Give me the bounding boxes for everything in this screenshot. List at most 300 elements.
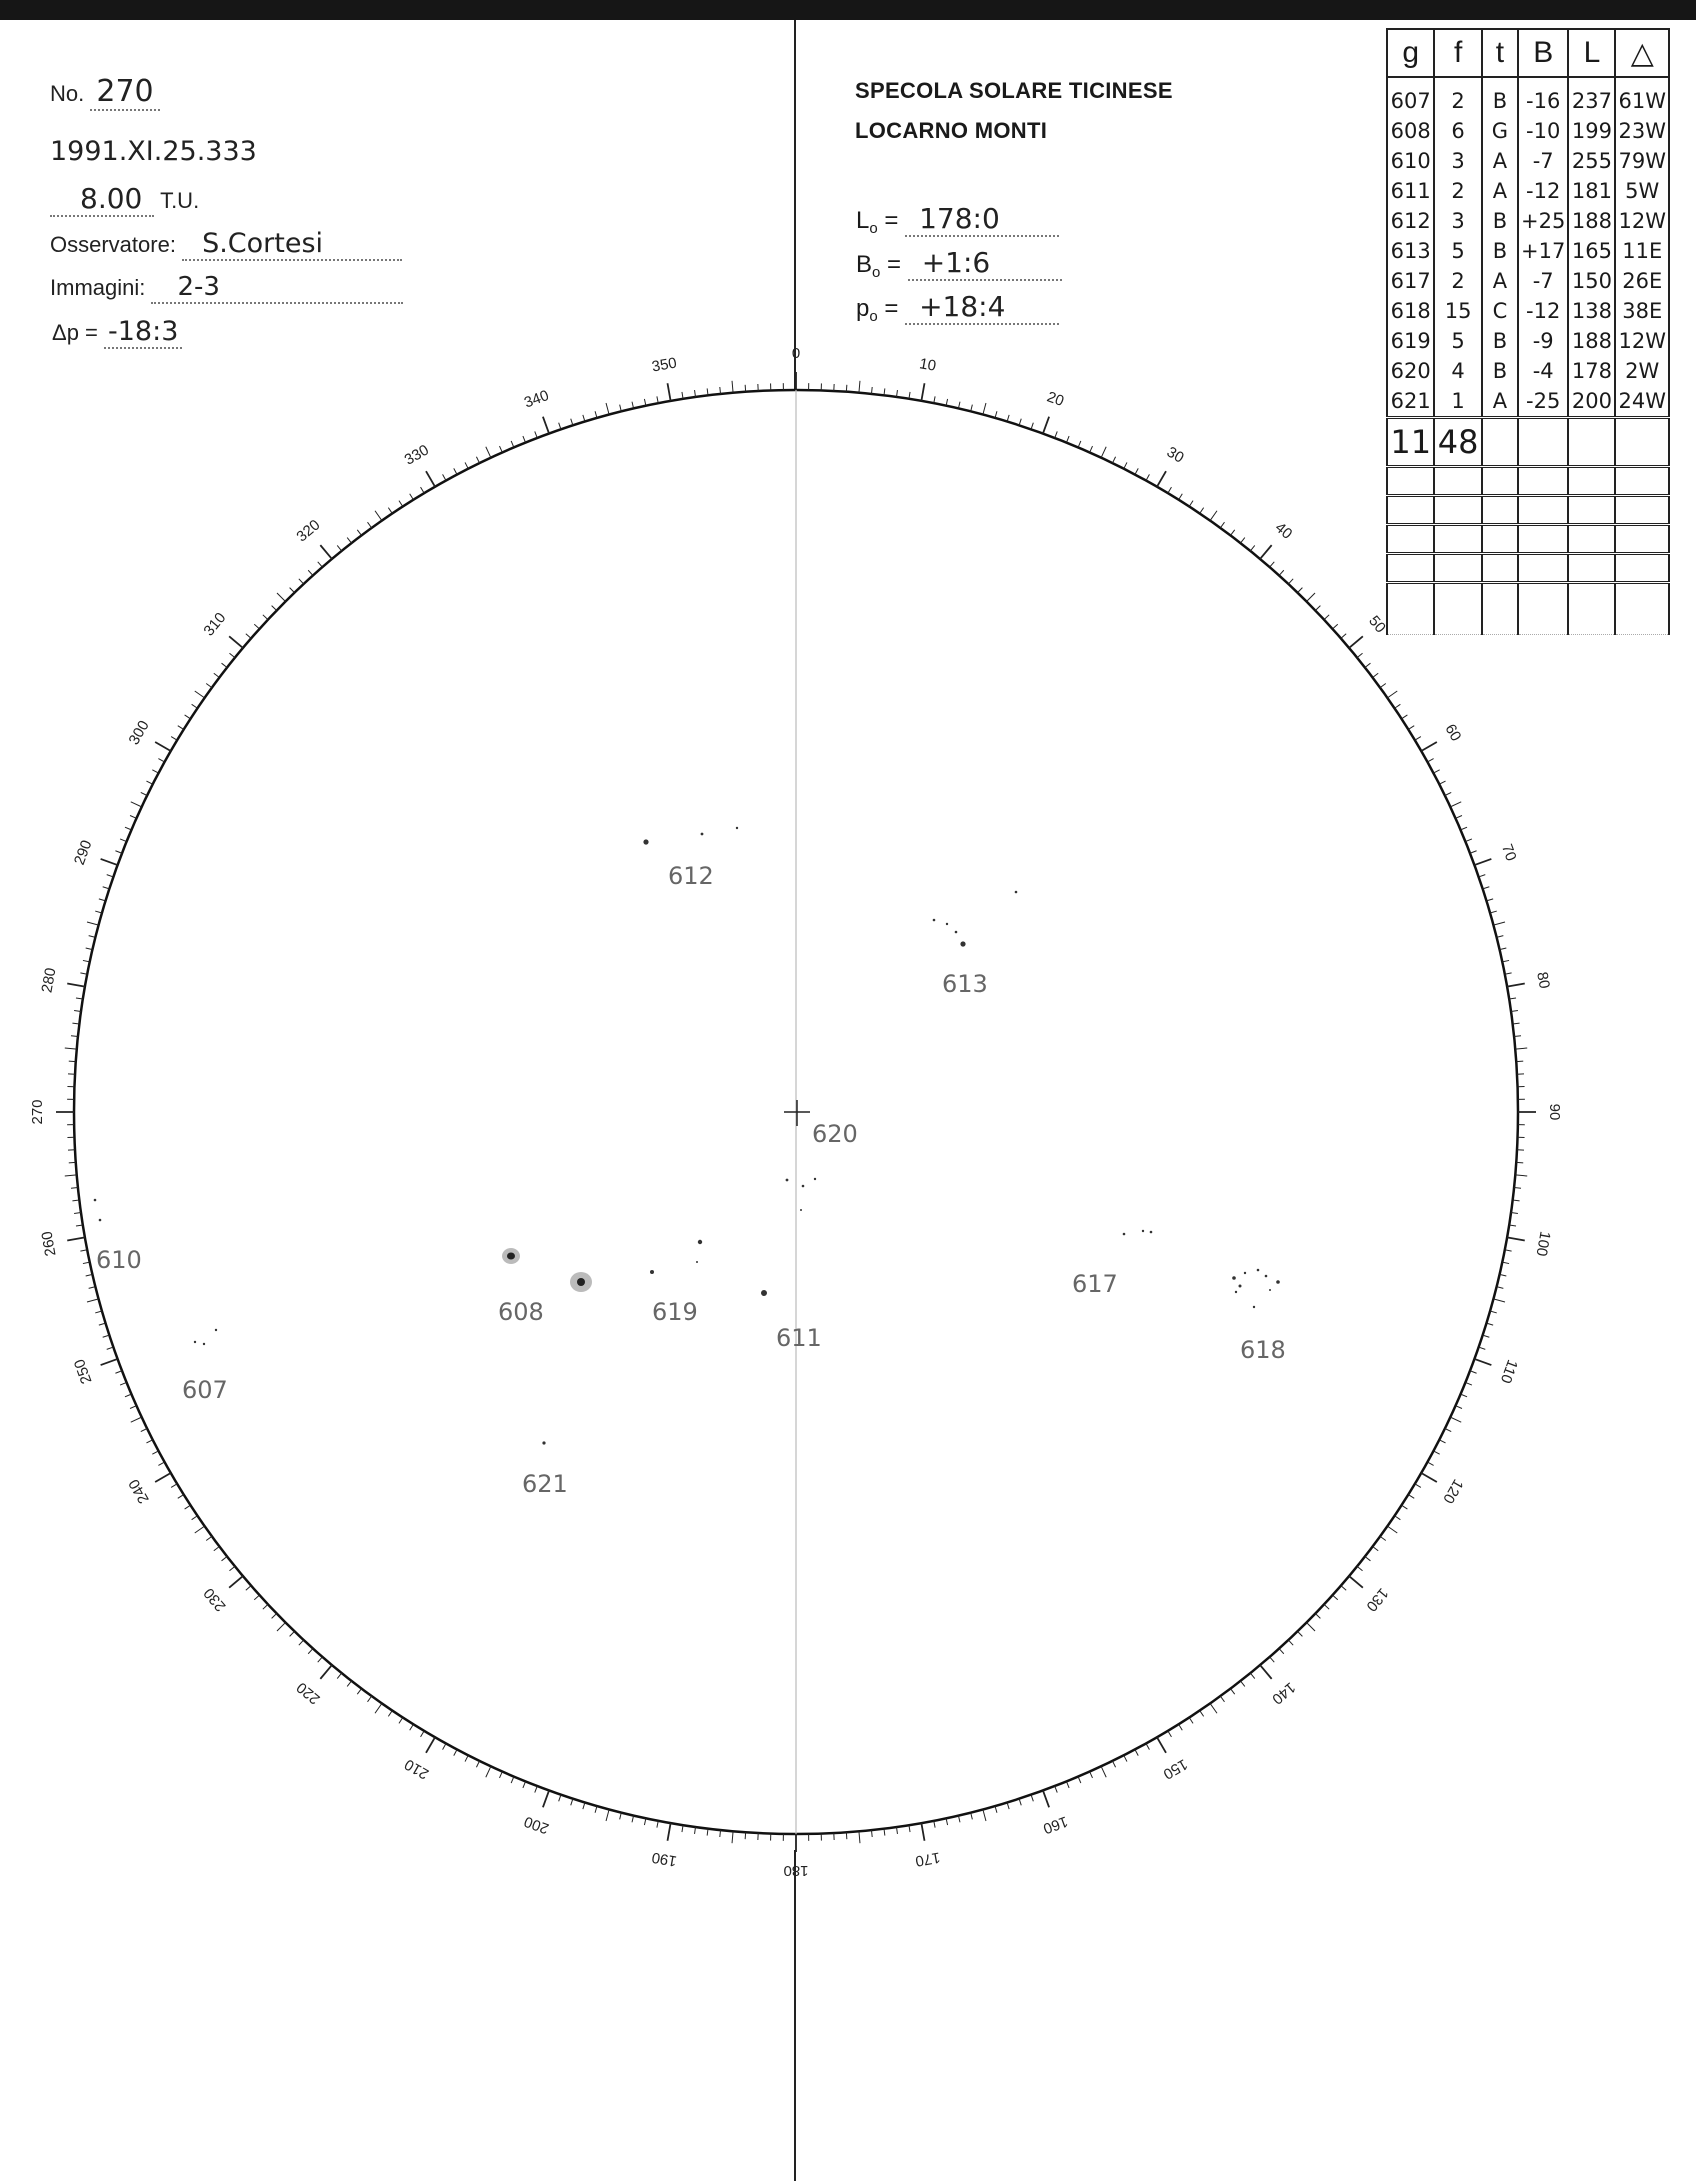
scale-tick (99, 899, 106, 901)
group-number: 608 (1387, 116, 1434, 146)
scale-tick (115, 851, 122, 854)
scale-tick (146, 1440, 152, 1443)
scale-label: 70 (1497, 841, 1520, 864)
scale-tick (158, 759, 164, 762)
scale-tick (1324, 615, 1329, 620)
scale-tick (523, 436, 526, 442)
scale-label: 110 (1496, 1357, 1521, 1386)
scale-tick (465, 1755, 468, 1761)
scale-tick (1090, 446, 1093, 452)
scale-tick (308, 570, 313, 575)
group-latitude: -9 (1518, 326, 1568, 356)
spot-count: 4 (1434, 356, 1481, 386)
scale-tick (946, 1818, 947, 1825)
scale-label: 0 (791, 344, 801, 362)
scale-tick (1402, 715, 1408, 719)
group-longitude: 199 (1568, 116, 1615, 146)
scale-tick (318, 1657, 323, 1662)
scale-tick (192, 704, 198, 708)
b0-value: +1:6 (908, 246, 1062, 281)
group-longitude: 188 (1568, 326, 1615, 356)
scale-tick (318, 562, 323, 567)
scale-tick (1298, 1631, 1303, 1636)
scale-tick (421, 1731, 425, 1737)
group-type: A (1482, 386, 1518, 418)
group-longitude: 181 (1568, 176, 1615, 206)
group-latitude: -7 (1518, 146, 1568, 176)
scale-tick (1101, 1766, 1106, 1777)
scale-tick (229, 1566, 234, 1570)
scale-tick (1450, 802, 1461, 807)
scale-tick (559, 1795, 561, 1802)
scale-tick (1066, 436, 1069, 442)
scale-tick (1445, 1429, 1451, 1432)
p0-row: $p_o$ = +18:4 (856, 290, 1059, 325)
scale-tick (1124, 1755, 1127, 1761)
scale-tick (1439, 1440, 1445, 1443)
scale-tick (410, 494, 414, 500)
scale-tick (486, 1766, 491, 1777)
scale-tick (107, 1347, 114, 1349)
scale-tick (1445, 792, 1451, 795)
scale-tick (158, 1462, 164, 1465)
scale-tick (535, 431, 538, 438)
scale-tick (254, 624, 259, 629)
scale-tick (1270, 562, 1275, 567)
sunspot-group-611 (761, 1290, 767, 1296)
scale-tick (668, 383, 671, 401)
spot-count: 1 (1434, 386, 1481, 418)
scale-label: 320 (293, 516, 324, 546)
scale-tick (1189, 501, 1193, 507)
group-label-613: 613 (942, 970, 988, 998)
scale-tick (1357, 653, 1362, 657)
scale-tick (559, 423, 561, 430)
group-latitude: -4 (1518, 356, 1568, 386)
scale-tick (1373, 673, 1379, 677)
scale-label: 170 (913, 1848, 942, 1870)
scale-tick (1220, 1696, 1224, 1702)
scale-tick (410, 1724, 414, 1730)
scale-tick (1479, 875, 1486, 877)
scale-tick (101, 859, 118, 865)
scale-tick (1270, 1657, 1275, 1662)
group-cmd: 79W (1615, 146, 1669, 176)
group-longitude: 237 (1568, 77, 1615, 116)
group-type: B (1482, 356, 1518, 386)
scale-label: 10 (918, 355, 938, 375)
scale-tick (1101, 447, 1106, 458)
scale-tick (65, 1175, 77, 1176)
scale-tick (1260, 1665, 1272, 1679)
group-latitude: -7 (1518, 266, 1568, 296)
header-g: g (1387, 29, 1434, 77)
l0-row: $L_o$ = 178:0 (856, 202, 1059, 237)
scale-tick (1315, 606, 1320, 611)
scale-tick (454, 1749, 457, 1755)
spot-count: 15 (1434, 296, 1481, 326)
scale-tick (644, 1818, 645, 1825)
scale-tick (1341, 1586, 1346, 1591)
scale-tick (1019, 419, 1021, 426)
scale-label: 260 (38, 1229, 60, 1258)
scale-tick (443, 474, 446, 480)
scale-tick (1288, 1640, 1293, 1645)
scale-tick (476, 457, 479, 463)
scale-tick (443, 1743, 446, 1749)
group-label-607: 607 (182, 1376, 228, 1404)
scale-tick (222, 663, 228, 667)
group-longitude: 165 (1568, 236, 1615, 266)
group-type: A (1482, 146, 1518, 176)
scale-tick (1168, 1731, 1172, 1737)
scale-tick (320, 545, 332, 559)
scale-tick (1241, 538, 1245, 544)
scale-tick (983, 1809, 986, 1821)
scale-tick (1349, 636, 1363, 648)
time-value: 8.00 (50, 182, 154, 217)
scale-tick (1373, 1547, 1379, 1551)
scale-tick (1387, 1526, 1397, 1533)
scale-tick (1341, 634, 1346, 639)
group-type: B (1482, 206, 1518, 236)
scale-label: 40 (1271, 519, 1296, 543)
scale-tick (1387, 691, 1397, 698)
scale-tick (1427, 759, 1433, 762)
group-latitude: -25 (1518, 386, 1568, 418)
scale-tick (195, 691, 205, 698)
scale-tick (1333, 624, 1338, 629)
scale-tick (1279, 1649, 1284, 1654)
scale-tick (246, 634, 251, 639)
scale-tick (1408, 1495, 1414, 1499)
scale-tick (1231, 1689, 1235, 1695)
scale-tick (1231, 530, 1235, 536)
sunspot-group-610 (94, 1199, 102, 1222)
scale-tick (499, 1772, 502, 1778)
scale-tick (337, 545, 341, 550)
spot-count: 3 (1434, 206, 1481, 236)
spot-count: 2 (1434, 266, 1481, 296)
l0-subscript: o (869, 220, 878, 237)
scale-tick (87, 922, 99, 925)
scale-tick (337, 1673, 341, 1678)
scale-tick (83, 960, 90, 961)
scale-label: 200 (521, 1812, 552, 1838)
group-number: 607 (1387, 77, 1434, 116)
scale-tick (308, 1649, 313, 1654)
scale-tick (87, 1299, 99, 1302)
scale-tick (152, 1451, 158, 1454)
scale-tick (523, 1781, 526, 1787)
scale-tick (1007, 415, 1009, 422)
scale-tick (1113, 457, 1116, 463)
scale-tick (192, 1516, 198, 1520)
scale-tick (1043, 417, 1049, 434)
scale-tick (1493, 922, 1505, 925)
scale-tick (1288, 579, 1293, 584)
group-type: B (1482, 77, 1518, 116)
spot-count: 5 (1434, 236, 1481, 266)
group-label-621: 621 (522, 1470, 568, 1498)
observation-date: 1991.XI.25.333 (50, 136, 257, 167)
sunspot-group-620 (786, 1178, 817, 1211)
scale-tick (125, 1394, 131, 1397)
scale-tick (511, 441, 514, 447)
scale-tick (1415, 1484, 1421, 1488)
scale-tick (131, 802, 142, 807)
scale-tick (155, 1473, 171, 1482)
scale-tick (571, 1799, 573, 1806)
scale-tick (388, 508, 392, 514)
observer-value: S.Cortesi (182, 228, 402, 261)
header-delta: △ (1615, 29, 1669, 77)
scale-tick (1421, 1473, 1437, 1482)
scale-tick (1349, 1576, 1363, 1588)
scale-tick (1241, 1681, 1245, 1687)
group-number: 618 (1387, 296, 1434, 326)
scale-tick (214, 673, 220, 677)
scale-tick (290, 588, 295, 593)
scale-tick (195, 1526, 205, 1533)
group-cmd: 61W (1615, 77, 1669, 116)
sunspots (94, 827, 1280, 1445)
scale-tick (1260, 545, 1272, 559)
scale-tick (1179, 1724, 1183, 1730)
group-longitude: 255 (1568, 146, 1615, 176)
images-label: Immagini: (50, 275, 146, 300)
scale-tick (1157, 1737, 1166, 1753)
group-type: C (1482, 296, 1518, 326)
sunspot-group-612 (643, 827, 738, 845)
scale-tick (214, 1547, 220, 1551)
scale-label: 330 (401, 441, 432, 469)
group-longitude: 200 (1568, 386, 1615, 418)
scale-tick (178, 726, 184, 730)
scale-tick (859, 1831, 860, 1843)
scale-tick (1357, 1566, 1362, 1570)
group-label-611: 611 (776, 1324, 822, 1352)
scale-tick (101, 1359, 118, 1365)
scale-label: 340 (521, 386, 552, 412)
l0-value: 178:0 (905, 202, 1059, 237)
group-latitude: -10 (1518, 116, 1568, 146)
group-number: 621 (1387, 386, 1434, 418)
scale-tick (486, 447, 491, 458)
group-label-608: 608 (498, 1298, 544, 1326)
group-longitude: 150 (1568, 266, 1615, 296)
scale-tick (130, 1406, 136, 1409)
group-label-620: 620 (812, 1120, 858, 1148)
group-longitude: 188 (1568, 206, 1615, 236)
scale-tick (1200, 508, 1204, 514)
scale-tick (272, 1614, 277, 1619)
group-cmd: 38E (1615, 296, 1669, 326)
scale-tick (83, 1262, 90, 1263)
scale-tick (426, 1737, 435, 1753)
scale-tick (571, 419, 573, 426)
scale-tick (1055, 431, 1058, 438)
header-l: L (1568, 29, 1615, 77)
scale-tick (299, 1640, 304, 1645)
scale-tick (185, 1505, 191, 1509)
scale-tick (1146, 474, 1149, 480)
scale-tick (1298, 588, 1303, 593)
scale-label: 90 (1546, 1103, 1564, 1121)
scale-tick (1333, 1595, 1338, 1600)
group-latitude: -12 (1518, 176, 1568, 206)
sunspot-group-618 (1232, 1269, 1280, 1309)
scale-tick (1146, 1743, 1149, 1749)
scale-tick (290, 1631, 295, 1636)
b0-label: B (856, 251, 873, 278)
scale-label: 220 (293, 1678, 324, 1708)
scale-tick (146, 781, 152, 784)
scale-tick (1279, 570, 1284, 575)
scale-tick (465, 462, 468, 468)
scale-tick (130, 815, 136, 818)
scale-tick (141, 792, 147, 795)
scale-tick (1461, 1394, 1467, 1397)
scale-tick (185, 715, 191, 719)
scale-tick (511, 1777, 514, 1783)
scale-tick (399, 501, 403, 507)
scale-tick (1502, 1262, 1509, 1263)
group-latitude: +17 (1518, 236, 1568, 266)
scale-tick (103, 1335, 110, 1337)
scale-tick (535, 1786, 538, 1793)
scale-tick (229, 636, 243, 648)
scale-tick (1515, 1175, 1527, 1176)
scale-tick (1395, 1516, 1401, 1520)
scale-tick (103, 887, 110, 889)
scale-tick (606, 1809, 609, 1821)
group-type: B (1482, 236, 1518, 266)
header-f: f (1434, 29, 1481, 77)
scale-tick (277, 593, 285, 601)
scale-tick (246, 1586, 251, 1591)
images-value: 2-3 (151, 272, 403, 304)
scale-tick (99, 1323, 106, 1325)
spot-count: 6 (1434, 116, 1481, 146)
group-type: A (1482, 176, 1518, 206)
scale-tick (206, 684, 212, 688)
scale-tick (454, 468, 457, 474)
group-cmd: 23W (1615, 116, 1669, 146)
scale-tick (368, 1696, 372, 1702)
observatory-name: SPECOLA SOLARE TICINESE (855, 78, 1173, 103)
scale-label: 190 (650, 1848, 679, 1870)
scale-tick (1402, 1505, 1408, 1509)
scale-tick (421, 487, 425, 493)
scale-tick (1043, 1790, 1049, 1807)
group-latitude: -16 (1518, 77, 1568, 116)
p0-value: +18:4 (905, 290, 1059, 325)
b0-subscript: o (872, 264, 881, 281)
scale-tick (1456, 815, 1462, 818)
scale-label: 20 (1044, 388, 1067, 411)
scale-tick (1365, 663, 1371, 667)
scale-tick (583, 1802, 585, 1809)
scale-tick (1078, 441, 1081, 447)
p0-label: p (856, 295, 870, 322)
scale-label: 230 (200, 1584, 230, 1615)
header-b: B (1518, 29, 1568, 77)
spot-count: 2 (1434, 77, 1481, 116)
scale-label: 140 (1268, 1678, 1299, 1708)
group-label-619: 619 (652, 1298, 698, 1326)
scale-tick (263, 1604, 268, 1609)
sheet-number-value: 270 (90, 74, 159, 111)
scale-label: 250 (70, 1356, 96, 1387)
group-cmd: 2W (1615, 356, 1669, 386)
scale-tick (1507, 1237, 1525, 1240)
scale-tick (299, 579, 304, 584)
sunspot-group-617 (1123, 1230, 1153, 1235)
total-spots: 48 (1434, 418, 1481, 467)
scale-label: 270 (28, 1099, 46, 1125)
scale-tick (606, 403, 609, 415)
group-label-618: 618 (1240, 1336, 1286, 1364)
scale-tick (67, 1237, 85, 1240)
scale-tick (1421, 742, 1437, 751)
scale-tick (1031, 1795, 1033, 1802)
scale-tick (859, 381, 860, 393)
scale-tick (1474, 859, 1491, 865)
scale-tick (1157, 471, 1166, 487)
scale-label: 80 (1533, 970, 1553, 990)
group-type: A (1482, 266, 1518, 296)
scale-label: 310 (200, 609, 230, 640)
group-type: B (1482, 326, 1518, 356)
scale-tick (399, 1718, 403, 1724)
scale-label: 180 (783, 1862, 809, 1880)
scale-tick (107, 875, 114, 877)
group-type: G (1482, 116, 1518, 146)
scale-tick (155, 742, 171, 751)
scale-tick (1380, 684, 1386, 688)
scale-tick (347, 538, 351, 544)
scale-tick (1007, 1802, 1009, 1809)
scale-tick (277, 1623, 285, 1631)
scale-tick (1395, 704, 1401, 708)
scale-tick (1066, 1781, 1069, 1787)
sunspot-group-613 (933, 891, 1018, 947)
scale-tick (171, 1484, 177, 1488)
scale-label: 60 (1441, 721, 1465, 745)
scale-tick (1179, 494, 1183, 500)
scale-tick (1090, 1772, 1093, 1778)
group-label-610: 610 (96, 1246, 142, 1274)
disk-center-cross (784, 1100, 810, 1126)
scale-tick (357, 530, 361, 536)
scale-label: 130 (1362, 1584, 1392, 1615)
scale-tick (120, 1382, 126, 1385)
scale-tick (1307, 1623, 1315, 1631)
group-number: 612 (1387, 206, 1434, 236)
scale-tick (347, 1681, 351, 1687)
group-cmd: 24W (1615, 386, 1669, 418)
scale-label: 290 (70, 837, 96, 868)
group-longitude: 138 (1568, 296, 1615, 326)
scale-tick (1124, 462, 1127, 468)
group-number: 611 (1387, 176, 1434, 206)
scale-tick (476, 1761, 479, 1767)
scale-tick (499, 446, 502, 452)
scale-tick (1365, 1557, 1371, 1561)
scale-tick (120, 839, 126, 842)
scale-tick (983, 403, 986, 415)
